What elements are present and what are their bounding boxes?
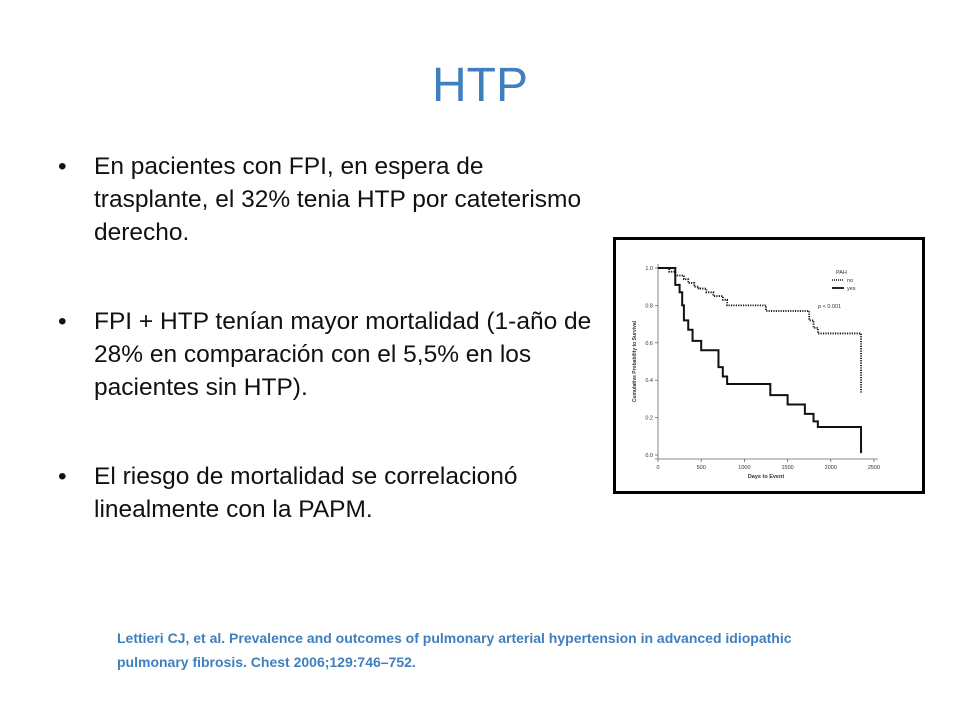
y-axis-label: Cumulative Probability to Survival: [632, 320, 638, 403]
bullet-item: [58, 150, 598, 249]
citation: [117, 626, 917, 674]
y-tick-label: 0.2: [645, 415, 653, 422]
x-axis-label: Days to Event: [747, 474, 785, 480]
series-line-yes: [658, 268, 861, 453]
legend-label: yes: [847, 286, 856, 292]
bullet-item: [58, 460, 598, 526]
bullet-text: En pacientes con FPI, en espera de trasplante, el 32% tenia HTP por cateterismo derecho.: [94, 153, 582, 246]
x-tick-label: 1500: [781, 465, 794, 471]
x-tick-label: 2500: [867, 465, 881, 471]
survival-chart-frame: [613, 237, 925, 494]
bullet-icon: •: [58, 463, 67, 490]
x-tick-label: 1000: [738, 465, 751, 471]
legend-label: no: [847, 278, 854, 284]
y-tick-label: 1.0: [645, 266, 653, 272]
y-tick-label: 0.6: [645, 340, 653, 347]
y-tick-label: 0.0: [645, 453, 653, 459]
citation-line: Lettieri CJ, et al. Prevalence and outcomes of pulmonary arterial hypertension in advanced idiopathic: [117, 630, 792, 646]
slide-title: HTP: [432, 59, 528, 112]
x-tick-label: 0: [656, 465, 660, 471]
p-value-annotation: p < 0.001: [818, 304, 842, 310]
bullet-list: [58, 150, 598, 526]
bullet-icon: •: [58, 308, 67, 335]
x-tick-label: 2000: [824, 465, 837, 471]
bullet-item: [58, 305, 598, 404]
legend-title: PAH: [836, 270, 847, 276]
survival-chart: [616, 240, 922, 491]
y-tick-label: 0.4: [645, 378, 653, 385]
x-tick-label: 500: [696, 465, 706, 471]
bullet-text: FPI + HTP tenían mayor mortalidad (1-año de 28% en comparación con el 5,5% en los pacientes sin HTP).: [94, 308, 592, 401]
citation-line: pulmonary fibrosis. Chest 2006;129:746–752.: [117, 654, 416, 670]
bullet-text: El riesgo de mortalidad se correlacionó linealmente con la PAPM.: [94, 463, 518, 523]
bullet-icon: •: [58, 153, 67, 180]
y-tick-label: 0.8: [645, 303, 653, 310]
